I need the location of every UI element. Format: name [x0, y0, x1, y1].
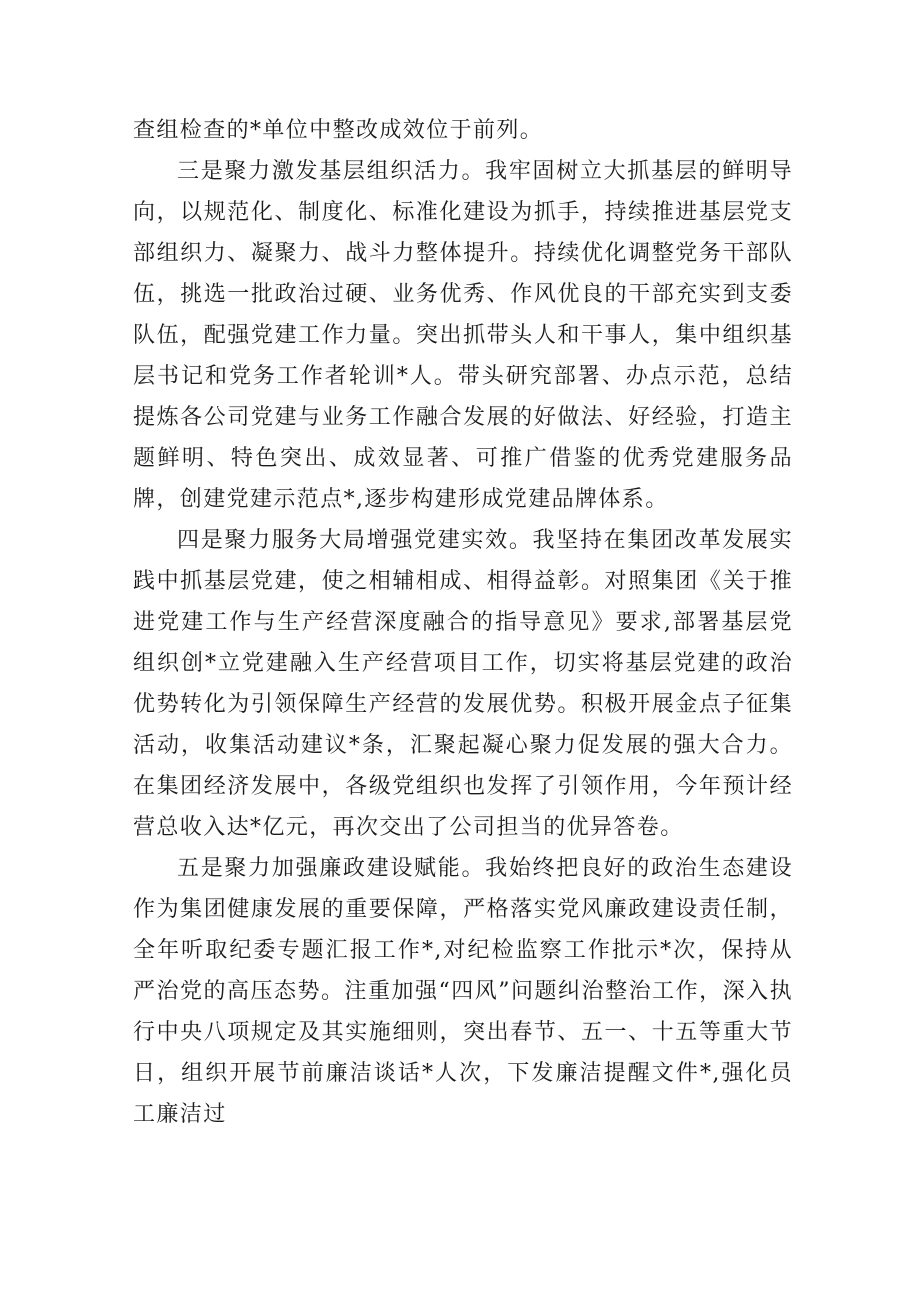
document-body: [133, 110, 793, 1135]
paragraph-continuation: 查组检查的*单位中整改成效位于前列。: [133, 118, 544, 143]
paragraph-five: 五是聚力加强廉政建设赋能。我始终把良好的政治生态建设作为集团健康发展的重要保障，严格落实党风廉政建设责任制，全年听取纪委专题汇报工作*,对纪检监察工作批示*次，保持从严治党的高压态势。注重加强“四风”问题纠治整治工作，深入执行中央八项规定及其实施细则，突出春节、五一、十五等重大节日，组织开展节前廉洁谈话*人次，下发廉洁提醒文件*,强化员工廉洁过: [133, 856, 793, 1127]
paragraph-four: 四是聚力服务大局增强党建实效。我坚持在集团改革发展实践中抓基层党建，使之相辅相成、相得益彰。对照集团《关于推进党建工作与生产经营深度融合的指导意见》要求,部署基层党组织创*立党建融入生产经营项目工作，切实将基层党建的政治优势转化为引领保障生产经营的发展优势。积极开展金点子征集活动，收集活动建议*条，汇聚起凝心聚力促发展的强大合力。在集团经济发展中，各级党组织也发挥了引领作用，今年预计经营总收入达*亿元，再次交出了公司担当的优异答卷。: [133, 528, 793, 840]
paragraph-three: 三是聚力激发基层组织活力。我牢固树立大抓基层的鲜明导向，以规范化、制度化、标准化建设为抓手，持续推进基层党支部组织力、凝聚力、战斗力整体提升。持续优化调整党务干部队伍，挑选一批政治过硬、业务优秀、作风优良的干部充实到支委队伍，配强党建工作力量。突出抓带头人和干事人，集中组织基层书记和党务工作者轮训*人。带头研究部署、办点示范，总结提炼各公司党建与业务工作融合发展的好做法、好经验，打造主题鲜明、特色突出、成效显著、可推广借鉴的优秀党建服务品牌，创建党建示范点*,逐步构建形成党建品牌体系。: [133, 159, 793, 512]
